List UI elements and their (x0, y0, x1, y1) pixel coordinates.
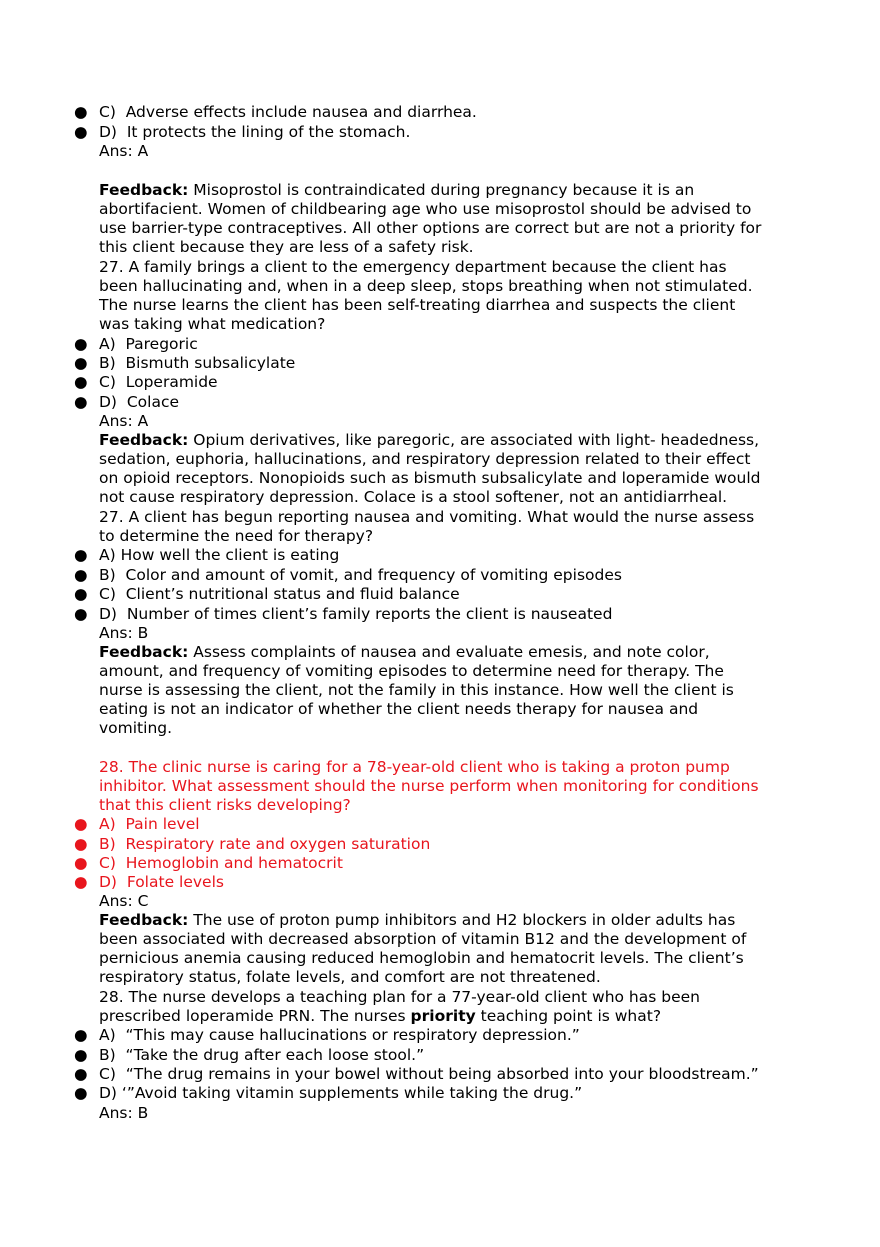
bullet: ● (74, 373, 88, 391)
question-line: prescribed loperamide PRN. The nurses priority teaching point is what? (99, 1007, 662, 1025)
feedback-line: sedation, euphoria, hallucinations, and respiratory depression related to their effect (99, 450, 751, 468)
question-line: that this client risks developing? (99, 796, 351, 814)
question-line: been hallucinating and, when in a deep sleep, stops breathing when not stimulated. (99, 277, 753, 295)
bullet: ● (74, 123, 88, 141)
bullet: ● (74, 815, 88, 833)
option-a: A) “This may cause hallucinations or respiratory depression.” (99, 1026, 580, 1044)
option-c: C) Client’s nutritional status and fluid balance (99, 585, 460, 603)
option-c: C) Adverse effects include nausea and diarrhea. (99, 103, 477, 121)
feedback-label: Feedback: (99, 431, 189, 449)
bullet: ● (74, 1046, 88, 1064)
feedback-line: nurse is assessing the client, not the family in this instance. How well the client is (99, 681, 734, 699)
option-d: D) It protects the lining of the stomach. (99, 123, 411, 141)
answer: Ans: C (99, 892, 149, 910)
bullet: ● (74, 354, 88, 372)
answer: Ans: B (99, 1104, 149, 1122)
feedback-line: vomiting. (99, 719, 173, 737)
answer: Ans: B (99, 624, 149, 642)
feedback-line: Feedback: Misoprostol is contraindicated during pregnancy because it is an (99, 181, 695, 199)
bullet: ● (74, 605, 88, 623)
option-b: B) Color and amount of vomit, and frequency of vomiting episodes (99, 566, 622, 584)
feedback-line: use barrier-type contraceptives. All other options are correct but are not a priority for (99, 219, 762, 237)
feedback-label: Feedback: (99, 643, 189, 661)
feedback-label: Feedback: (99, 181, 189, 199)
feedback-label: Feedback: (99, 911, 189, 929)
feedback-line: respiratory status, folate levels, and comfort are not threatened. (99, 968, 601, 986)
feedback-line: been associated with decreased absorption of vitamin B12 and the development of (99, 930, 747, 948)
bullet: ● (74, 335, 88, 353)
feedback-line: Feedback: Assess complaints of nausea and evaluate emesis, and note color, (99, 643, 710, 661)
answer: Ans: A (99, 412, 149, 430)
question-line: inhibitor. What assessment should the nurse perform when monitoring for conditions (99, 777, 759, 795)
option-a: A) Paregoric (99, 335, 198, 353)
option-c: C) “The drug remains in your bowel without being absorbed into your bloodstream.” (99, 1065, 759, 1083)
option-c: C) Loperamide (99, 373, 218, 391)
answer: Ans: A (99, 142, 149, 160)
feedback-line: not cause respiratory depression. Colace is a stool softener, not an antidiarrheal. (99, 488, 728, 506)
emphasis-priority: priority (410, 1007, 476, 1025)
feedback-line: amount, and frequency of vomiting episodes to determine need for therapy. The (99, 662, 724, 680)
question-line: 28. The clinic nurse is caring for a 78-year-old client who is taking a proton pump (99, 758, 730, 776)
feedback-line: on opioid receptors. Nonopioids such as bismuth subsalicylate and loperamide would (99, 469, 761, 487)
feedback-line: pernicious anemia causing reduced hemoglobin and hematocrit levels. The client’s (99, 949, 744, 967)
question-line: to determine the need for therapy? (99, 527, 374, 545)
bullet: ● (74, 1026, 88, 1044)
option-d: D) Folate levels (99, 873, 224, 891)
feedback-line: Feedback: Opium derivatives, like paregoric, are associated with light- headedness, (99, 431, 760, 449)
bullet: ● (74, 835, 88, 853)
option-d: D) Colace (99, 393, 180, 411)
bullet: ● (74, 585, 88, 603)
option-b: B) Respiratory rate and oxygen saturation (99, 835, 431, 853)
bullet: ● (74, 873, 88, 891)
option-c: C) Hemoglobin and hematocrit (99, 854, 343, 872)
option-d: D) Number of times client’s family reports the client is nauseated (99, 605, 613, 623)
bullet: ● (74, 103, 88, 121)
question-line: 27. A family brings a client to the emergency department because the client has (99, 258, 727, 276)
feedback-line: Feedback: The use of proton pump inhibitors and H2 blockers in older adults has (99, 911, 736, 929)
bullet: ● (74, 566, 88, 584)
question-line: 27. A client has begun reporting nausea and vomiting. What would the nurse assess (99, 508, 755, 526)
feedback-line: abortifacient. Women of childbearing age who use misoprostol should be advised to (99, 200, 752, 218)
bullet: ● (74, 546, 88, 564)
bullet: ● (74, 393, 88, 411)
option-a: A) How well the client is eating (99, 546, 340, 564)
option-d: D) ‘”Avoid taking vitamin supplements while taking the drug.” (99, 1084, 583, 1102)
option-b: B) Bismuth subsalicylate (99, 354, 296, 372)
question-line: The nurse learns the client has been self-treating diarrhea and suspects the client (99, 296, 736, 314)
question-line: was taking what medication? (99, 315, 326, 333)
bullet: ● (74, 1065, 88, 1083)
bullet: ● (74, 1084, 88, 1102)
bullet: ● (74, 854, 88, 872)
option-b: B) “Take the drug after each loose stool.” (99, 1046, 425, 1064)
option-a: A) Pain level (99, 815, 200, 833)
feedback-line: this client because they are less of a safety risk. (99, 238, 474, 256)
question-line: 28. The nurse develops a teaching plan for a 77-year-old client who has been (99, 988, 700, 1006)
feedback-line: eating is not an indicator of whether the client needs therapy for nausea and (99, 700, 699, 718)
